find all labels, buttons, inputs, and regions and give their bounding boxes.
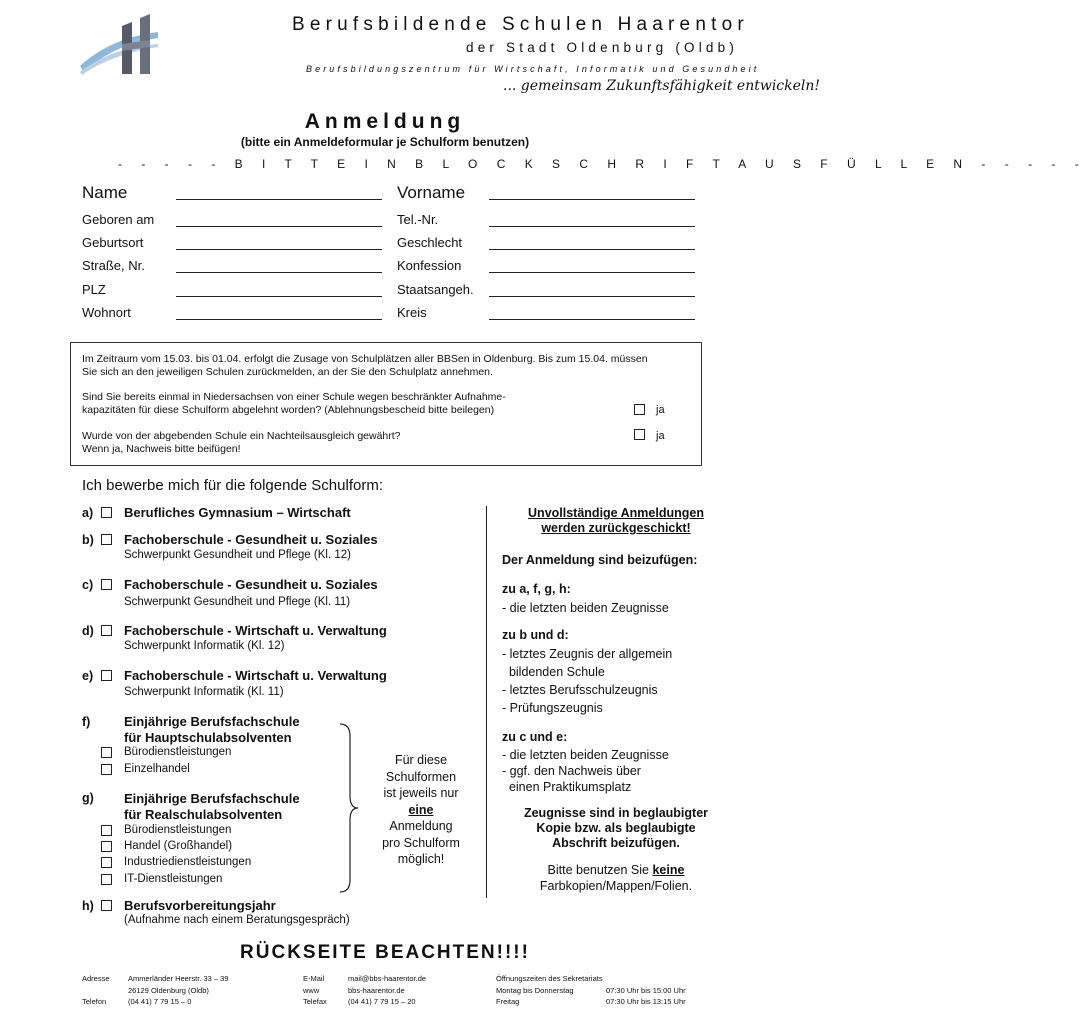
footer-adresse-label: Adresse (82, 974, 110, 983)
footer-telefon: (04 41) 7 79 15 – 0 (128, 997, 192, 1006)
school-city: der Stadt Oldenburg (Oldb) (466, 40, 739, 55)
group-3-item-2: - ggf. den Nachweis über (502, 764, 641, 778)
wohnort-line[interactable] (176, 319, 382, 320)
footer-www-label: www (303, 986, 320, 995)
question-1-checkbox[interactable] (634, 404, 645, 415)
option-h-checkbox[interactable] (101, 900, 112, 911)
footer-adresse-2: 26129 Oldenburg (Oldb) (128, 986, 209, 995)
footer-email-label: E-Mail (303, 974, 325, 983)
option-h-sub: (Aufnahme nach einem Beratungsgespräch) (124, 914, 350, 926)
geboren-line[interactable] (176, 226, 382, 227)
footer-email[interactable]: mail@bbs-haarentor.de (348, 974, 427, 983)
option-g-title-1: Einjährige Berufsfachschule (124, 791, 300, 806)
option-d-sub: Schwerpunkt Informatik (Kl. 12) (124, 640, 285, 652)
option-c-letter: c) (82, 578, 94, 592)
question-1-ja-label: ja (656, 404, 665, 416)
option-b-title: Fachoberschule - Gesundheit u. Soziales (124, 532, 378, 547)
form-title: Anmeldung (304, 110, 466, 133)
option-c-title: Fachoberschule - Gesundheit u. Soziales (124, 577, 378, 592)
please-line-2: Farbkopien/Mappen/Folien. (539, 879, 693, 893)
note-line-7: möglich! (397, 852, 445, 866)
label-wohnort: Wohnort (82, 305, 131, 320)
block-letter-instruction: - - - - - B I T T E I N B L O C K S C H R I F T A U S F Ü L L E N - - - - - (118, 157, 1087, 171)
please-text: Bitte benutzen Sie (547, 863, 649, 877)
konfession-line[interactable] (489, 272, 695, 273)
footer-telefax-label: Telefax (303, 997, 327, 1006)
option-g-checkbox-2[interactable] (101, 841, 112, 852)
group-2-item-3: - letztes Berufsschulzeugnis (502, 683, 658, 697)
certification-3: Abschrift beizufügen. (552, 836, 680, 850)
footer-hours-title: Öffnungszeiten des Sekretariats (496, 974, 603, 983)
label-plz: PLZ (82, 282, 106, 297)
option-d-letter: d) (82, 624, 94, 638)
group-2-item-4: - Prüfungszeugnis (502, 701, 603, 715)
group-2-item-2: bildenden Schule (502, 665, 605, 679)
note-line-3: ist jeweils nur (383, 786, 459, 800)
school-logo (80, 14, 160, 76)
kreis-line[interactable] (489, 319, 695, 320)
name-line[interactable] (176, 199, 382, 200)
option-a-title: Berufliches Gymnasium – Wirtschaft (124, 505, 351, 520)
question-1-line-2: kapazitäten für diese Schulform abgelehnt worden? (Ablehnungsbescheid bitte beilegen) (82, 404, 495, 416)
option-g-opt-1: Bürodienstleistungen (124, 824, 232, 836)
strasse-line[interactable] (176, 272, 382, 273)
info-line-2: Sie sich an den jeweiligen Schulen zurückmelden, an der Sie den Schulplatz annehmen. (82, 366, 493, 378)
group-2-heading: zu b und d: (502, 628, 569, 642)
option-g-checkbox-1[interactable] (101, 825, 112, 836)
footer-telefax: (04 41) 7 79 15 – 20 (348, 997, 416, 1006)
label-name: Name (82, 183, 128, 202)
option-f-letter: f) (82, 715, 91, 729)
school-name: Berufsbildende Schulen Haarentor (292, 14, 749, 35)
option-c-sub: Schwerpunkt Gesundheit und Pflege (Kl. 11) (124, 596, 351, 608)
label-staatsangeh: Staatsangeh. (397, 282, 474, 297)
option-e-letter: e) (82, 669, 94, 683)
option-e-sub: Schwerpunkt Informatik (Kl. 11) (124, 686, 284, 698)
group-1-item-1: - die letzten beiden Zeugnisse (502, 601, 669, 615)
option-g-title-2: für Realschulabsolventen (124, 807, 283, 822)
option-g-opt-4: IT-Dienstleistungen (124, 873, 223, 885)
geburtsort-line[interactable] (176, 249, 382, 250)
question-2-line-2: Wenn ja, Nachweis bitte beifügen! (82, 443, 241, 455)
option-f-title-2: für Hauptschulabsolventen (124, 730, 292, 745)
info-line-1: Im Zeitraum vom 15.03. bis 01.04. erfolgt die Zusage von Schulplätzen aller BBSen in Oldenburg. Bis zum 15.04. müssen (82, 353, 648, 365)
plz-line[interactable] (176, 296, 382, 297)
option-f-opt-1: Bürodienstleistungen (124, 746, 232, 758)
option-f-opt-2: Einzelhandel (124, 763, 190, 775)
certification-2: Kopie bzw. als beglaubigte (536, 821, 696, 835)
note-line-4: eine (408, 802, 434, 817)
option-g-letter: g) (82, 791, 94, 805)
label-geschlecht: Geschlecht (397, 235, 463, 250)
sidebar-divider (486, 506, 487, 898)
certification-1: Zeugnisse sind in beglaubigter (523, 806, 709, 820)
note-line-1: Für diese (394, 753, 448, 767)
staatsangeh-line[interactable] (489, 296, 695, 297)
option-b-checkbox[interactable] (101, 534, 112, 545)
geschlecht-line[interactable] (489, 249, 695, 250)
option-h-title: Berufsvorbereitungsjahr (124, 898, 276, 913)
vorname-line[interactable] (489, 199, 695, 200)
group-1-heading: zu a, f, g, h: (502, 582, 571, 596)
footer-telefon-label: Telefon (82, 997, 107, 1006)
option-g-opt-3: Industriedienstleistungen (124, 856, 252, 868)
question-2-checkbox[interactable] (634, 429, 645, 440)
option-d-checkbox[interactable] (101, 625, 112, 636)
please-line-1 (496, 863, 736, 877)
note-line-2: Schulformen (385, 769, 457, 784)
option-g-checkbox-3[interactable] (101, 857, 112, 868)
footer-adresse-1: Ammerländer Heerstr. 33 – 39 (128, 974, 229, 983)
attach-heading: Der Anmeldung sind beizufügen: (502, 553, 698, 567)
question-2-line-1: Wurde von der abgebenden Schule ein Nachteilsausgleich gewährt? (82, 430, 401, 442)
group-3-item-1: - die letzten beiden Zeugnisse (502, 748, 669, 762)
footer-hours-2-time: 07:30 Uhr bis 13:15 Uhr (606, 997, 686, 1006)
label-kreis: Kreis (397, 305, 427, 320)
tel-line[interactable] (489, 226, 695, 227)
group-3-heading: zu c und e: (502, 730, 568, 744)
label-konfession: Konfession (397, 258, 462, 273)
label-vorname: Vorname (397, 183, 466, 202)
option-e-title: Fachoberschule - Wirtschaft u. Verwaltung (124, 668, 387, 683)
option-e-checkbox[interactable] (101, 670, 112, 681)
footer-www[interactable]: bbs-haarentor.de (348, 986, 405, 995)
option-g-checkbox-4[interactable] (101, 874, 112, 885)
label-strasse: Straße, Nr. (82, 258, 145, 273)
back-page-warning: RÜCKSEITE BEACHTEN!!!! (240, 942, 530, 963)
incomplete-warning-1: Unvollständige Anmeldungen (528, 506, 704, 520)
option-d-title: Fachoberschule - Wirtschaft u. Verwaltung (124, 623, 387, 638)
option-f-title-1: Einjährige Berufsfachschule (124, 714, 300, 729)
option-f-checkbox-1[interactable] (101, 747, 112, 758)
grouping-brace (338, 722, 360, 894)
group-2-item-1: - letztes Zeugnis der allgemein (502, 647, 673, 661)
option-a-checkbox[interactable] (101, 507, 112, 518)
please-keyword: keine (652, 863, 685, 877)
footer-hours-1-time: 07:30 Uhr bis 15:00 Uhr (606, 986, 686, 995)
question-2-ja-label: ja (656, 430, 665, 442)
label-geboren: Geboren am (82, 212, 155, 227)
group-3-item-3: einen Praktikumsplatz (502, 780, 632, 794)
form-subtitle: (bitte ein Anmeldeformular je Schulform benutzen) (240, 135, 530, 149)
option-c-checkbox[interactable] (101, 579, 112, 590)
option-b-sub: Schwerpunkt Gesundheit und Pflege (Kl. 12) (124, 549, 351, 561)
school-slogan: ... gemeinsam Zukunftsfähigkeit entwickeln! (503, 78, 821, 94)
incomplete-warning-2: werden zurückgeschickt! (541, 521, 691, 535)
option-a-letter: a) (82, 506, 94, 520)
footer-hours-1-day: Montag bis Donnerstag (496, 986, 574, 995)
option-g-opt-2: Handel (Großhandel) (124, 840, 233, 852)
note-line-6: pro Schulform (382, 835, 460, 850)
footer-hours-2-day: Freitag (496, 997, 520, 1006)
option-h-letter: h) (82, 899, 94, 913)
apply-heading: Ich bewerbe mich für die folgende Schulform: (82, 477, 383, 494)
option-f-checkbox-2[interactable] (101, 764, 112, 775)
question-1-line-1: Sind Sie bereits einmal in Niedersachsen von einer Schule wegen beschränkter Aufnahme- (82, 391, 506, 403)
label-geburtsort: Geburtsort (82, 235, 144, 250)
label-tel: Tel.-Nr. (397, 212, 439, 227)
one-registration-note (366, 752, 476, 868)
school-center: Berufsbildungszentrum für Wirtschaft, Informatik und Gesundheit (306, 64, 760, 74)
option-b-letter: b) (82, 533, 94, 547)
note-line-5: Anmeldung (389, 819, 453, 833)
